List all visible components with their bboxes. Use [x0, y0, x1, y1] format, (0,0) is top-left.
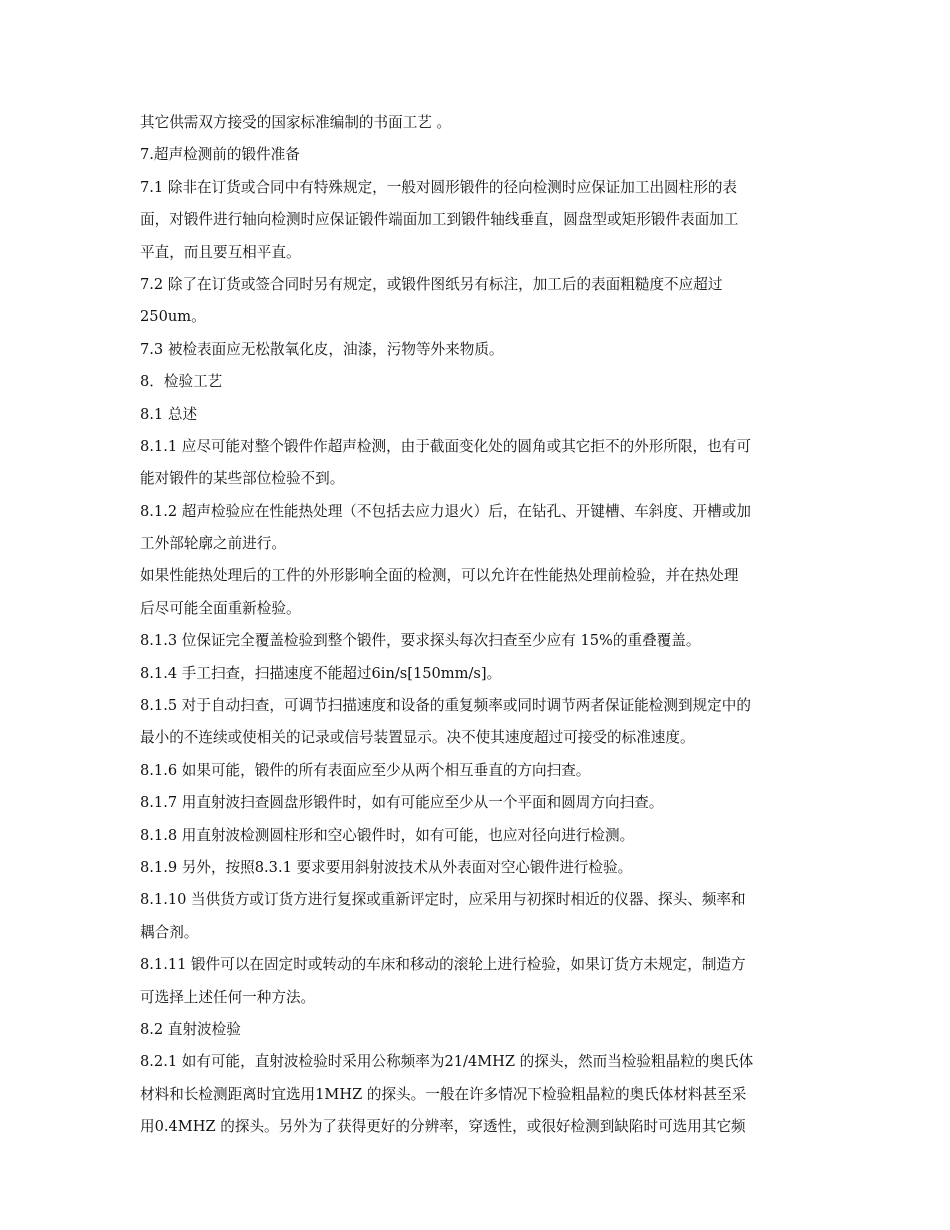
- subsection-heading: 8.2 直射波检验: [140, 1020, 241, 1038]
- text-line: 8.1.9 另外，按照8.3.1 要求要用斜射波技术从外表面对空心锻件进行检验。: [140, 858, 633, 876]
- text-line: 8.1.1 应尽可能对整个锻件作超声检测，由于截面变化处的圆角或其它拒不的外形所限，也有可: [140, 437, 751, 455]
- text-line: 8.1.8 用直射波检测圆柱形和空心锻件时，如有可能，也应对径向进行检测。: [140, 826, 635, 844]
- text-line: 用0.4MHZ 的探头。另外为了获得更好的分辨率，穿透性，或很好检测到缺陷时可选用其它频: [140, 1118, 746, 1136]
- text-line: 其它供需双方接受的国家标准编制的书面工艺 。: [140, 114, 452, 131]
- text-line: 后尽可能全面重新检验。: [140, 599, 301, 617]
- text-line: 8.1.2 超声检验应在性能热处理（不包括去应力退火）后，在钻孔、开键槽、车斜度、开槽或加: [140, 502, 751, 520]
- section-heading: 7.超声检测前的锻件准备: [140, 146, 300, 164]
- text-line: 7.1 除非在订货或合同中有特殊规定，一般对圆形锻件的径向检测时应保证加工出圆柱形的表: [140, 178, 738, 196]
- text-line: 250um。: [140, 308, 206, 326]
- text-line: 8.1.10 当供货方或订货方进行复探或重新评定时，应采用与初探时相近的仪器、探头、频率和: [140, 891, 746, 909]
- text-line: 8.1.6 如果可能，锻件的所有表面应至少从两个相互垂直的方向扫查。: [140, 761, 591, 779]
- document-body: [140, 107, 820, 1144]
- text-line: 耦合剂。: [140, 923, 199, 941]
- text-line: 平直，而且要互相平直。: [140, 243, 301, 261]
- text-line: 8.1.5 对于自动扫查，可调节扫描速度和设备的重复频率或同时调节两者保证能检测到规定中的: [140, 697, 751, 715]
- text-line: 最小的不连续或使相关的记录或信号装置显示。决不使其速度超过可接受的标准速度。: [140, 729, 695, 747]
- text-line: 8.1.4 手工扫查，扫描速度不能超过6in/s[150mm/s]。: [140, 664, 502, 682]
- text-line: 8.2.1 如有可能，直射波检验时采用公称频率为21/4MHZ 的探头，然而当检验粗晶粒的奥氏体: [140, 1053, 754, 1071]
- text-line: 面，对锻件进行轴向检测时应保证锻件端面加工到锻件轴线垂直，圆盘型或矩形锻件表面加工: [140, 211, 739, 229]
- text-line: 7.2 除了在订货或签合同时另有规定，或锻件图纸另有标注，加工后的表面粗糙度不应超过: [140, 275, 723, 293]
- text-line: 材料和长检测距离时宜选用1MHZ 的探头。一般在许多情况下检验粗晶粒的奥氏体材料甚至采: [140, 1085, 747, 1103]
- text-line: 8.1.7 用直射波扫查圆盘形锻件时，如有可能应至少从一个平面和圆周方向扫查。: [140, 794, 664, 812]
- text-line: 8.1.11 锻件可以在固定时或转动的车床和移动的滚轮上进行检验，如果订货方未规定，制造方: [140, 956, 746, 974]
- text-line: 能对锻件的某些部位检验不到。: [140, 470, 345, 488]
- section-heading: 8．检验工艺: [140, 373, 223, 391]
- subsection-heading: 8.1 总述: [140, 405, 198, 423]
- text-line: 可选择上述任何一种方法。: [140, 988, 316, 1006]
- text-line: 如果性能热处理后的工件的外形影响全面的检测，可以允许在性能热处理前检验，并在热处理: [140, 567, 739, 585]
- text-line: 工外部轮廓之前进行。: [140, 535, 286, 553]
- text-line: 8.1.3 位保证完全覆盖检验到整个锻件，要求探头每次扫查至少应有 15%的重叠覆盖。: [140, 632, 701, 650]
- text-line: 7.3 被检表面应无松散氧化皮，油漆，污物等外来物质。: [140, 340, 504, 358]
